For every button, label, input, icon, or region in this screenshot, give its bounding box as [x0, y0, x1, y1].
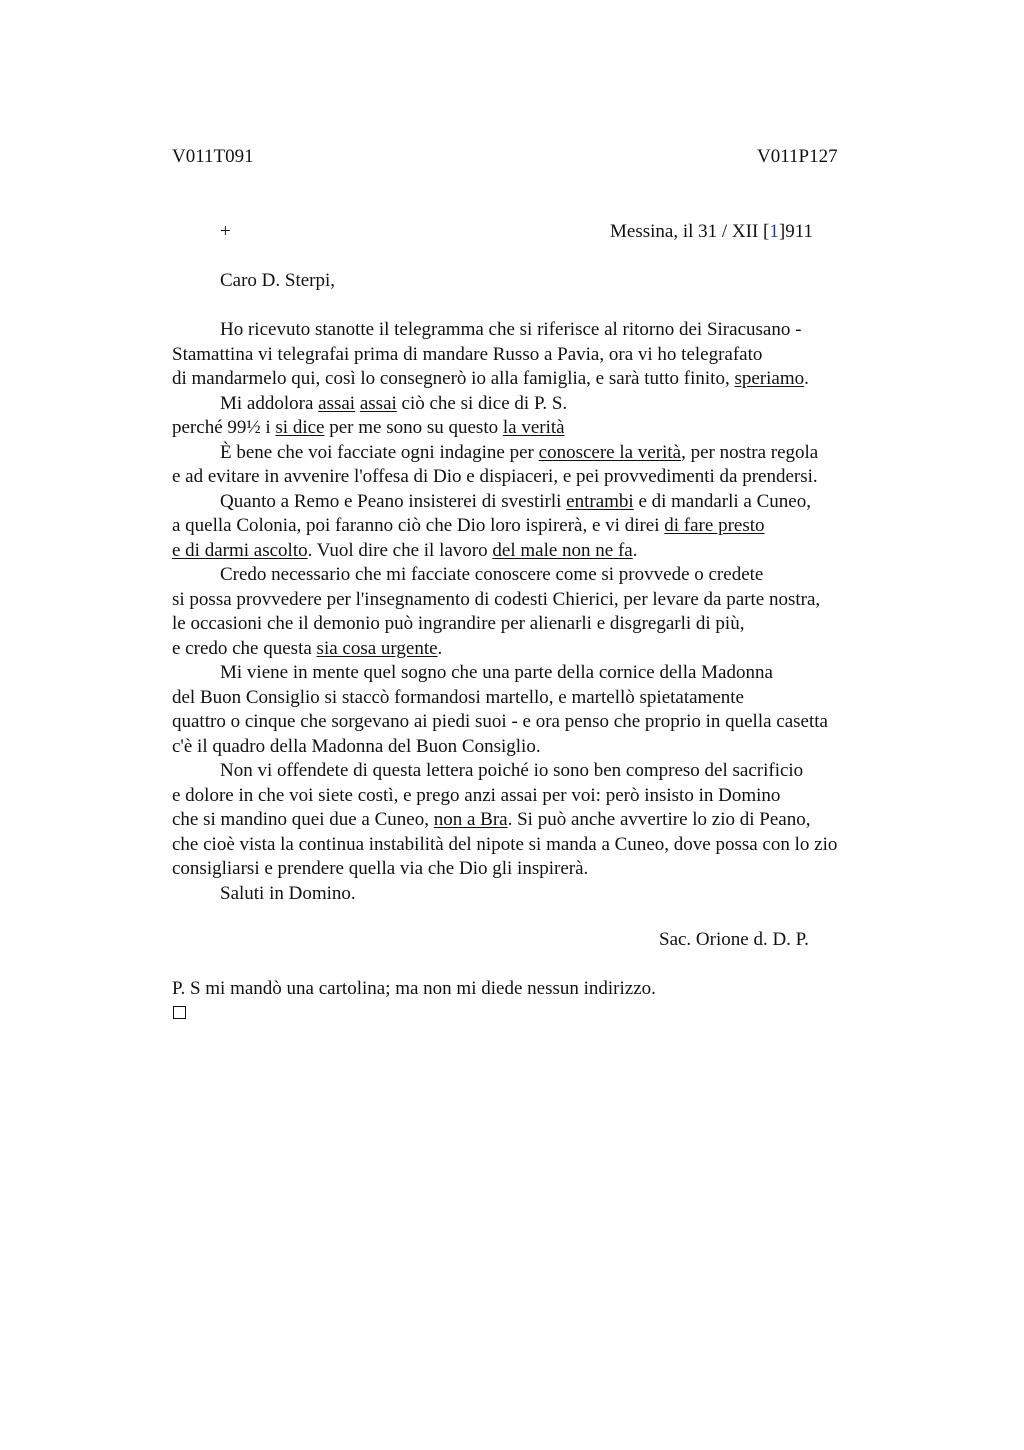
underlined-text: conoscere la verità [538, 441, 682, 463]
letter-line [172, 710, 828, 734]
text-segment: Mi viene in mente quel sogno che una parte della cornice della Madonna [220, 662, 773, 683]
archive-code-right: V011P127 [757, 146, 838, 167]
date-suffix: ]911 [778, 221, 813, 242]
text-segment: per me sono su questo [324, 417, 503, 438]
text-segment: . Si può anche avvertire lo zio di Peano, [507, 809, 811, 830]
underlined-text: sia cosa urgente [316, 637, 438, 659]
letter-line [172, 612, 744, 636]
letter-date [610, 221, 813, 243]
underlined-text: la verità [502, 417, 565, 438]
text-segment: Saluti in Domino. [220, 882, 356, 904]
letter-line [172, 735, 541, 759]
letter-line [220, 882, 356, 906]
text-segment: e credo che questa [172, 637, 317, 659]
text-segment: e di mandarli a Cuneo, [633, 490, 811, 512]
underlined-text: si dice [275, 417, 325, 438]
underlined-text: e di darmi ascolto [172, 539, 308, 561]
text-segment: e ad evitare in avvenire l'offesa di Dio e dispiaceri, e pei provvedimenti da prendersi. [172, 466, 818, 487]
text-segment: . [437, 637, 443, 659]
letter-line [220, 661, 773, 685]
archive-code-left: V011T091 [172, 146, 254, 167]
underlined-text: entrambi [566, 490, 634, 512]
text-segment: perché 99½ i [172, 417, 276, 438]
text-segment: , per nostra regola [681, 441, 819, 463]
text-segment: che cioè vista la continua instabilità del nipote si manda a Cuneo, dove possa con lo zio [172, 833, 838, 855]
text-segment: quattro o cinque che sorgevano ai piedi suoi - e ora penso che proprio in quella casetta [172, 711, 828, 732]
letter-line [220, 441, 818, 465]
text-segment: e dolore in che voi siete costì, e prego anzi assai per voi: però insisto in Domino [172, 784, 781, 806]
text-segment: . Vuol dire che il lavoro [307, 539, 493, 561]
letter-line [220, 392, 567, 416]
text-segment: del Buon Consiglio si staccò formandosi martello, e martellò spietatamente [172, 686, 744, 708]
text-segment: Ho ricevuto stanotte il telegramma che si riferisce al ritorno dei Siracusano - [220, 319, 802, 340]
text-segment: Mi addolora [220, 392, 319, 414]
text-segment: consigliarsi e prendere quella via che Dio gli inspirerà. [172, 858, 589, 879]
text-segment: Non vi offendete di questa lettera poiché io sono ben compreso del sacrificio [220, 760, 804, 781]
letter-line [172, 784, 780, 808]
underlined-text: non a Bra [433, 809, 508, 830]
underlined-text: assai [318, 392, 356, 414]
letter-line [172, 539, 637, 563]
letter-line [172, 367, 809, 391]
text-segment: di mandarmelo qui, così lo consegnerò io alla famiglia, e sarà tutto finito, [172, 368, 735, 389]
text-segment: ciò che si dice di P. S. [396, 392, 568, 414]
text-segment: c'è il quadro della Madonna del Buon Consiglio. [172, 735, 541, 757]
letter-line [172, 465, 818, 489]
letter-line [172, 686, 744, 710]
letter-line [172, 588, 820, 612]
letter-line [220, 759, 803, 783]
underlined-text: assai [359, 392, 397, 414]
letter-line [172, 514, 765, 538]
text-segment: Credo necessario che mi facciate conoscere come si provvede o credete [220, 564, 764, 585]
cross-symbol: + [220, 221, 231, 242]
letter-line [220, 563, 763, 587]
text-segment: . [632, 539, 638, 561]
letter-line [172, 637, 442, 661]
letter-line [220, 490, 811, 514]
letter-line [172, 808, 810, 832]
underlined-text: di fare presto [664, 515, 765, 536]
letter-line [220, 318, 801, 342]
letter-line [172, 343, 762, 367]
underlined-text: del male non ne fa [492, 539, 633, 561]
text-segment: È bene che voi facciate ogni indagine per [220, 441, 539, 463]
text-segment: a quella Colonia, poi faranno ciò che Dio loro ispirerà, e vi direi [172, 515, 665, 536]
salutation: Caro D. Sterpi, [220, 270, 336, 291]
letter-line [172, 833, 837, 857]
text-segment: Quanto a Remo e Peano insisterei di svestirli [220, 490, 567, 512]
signature: Sac. Orione d. D. P. [659, 929, 809, 950]
underlined-text: speriamo [734, 368, 805, 389]
text-segment: Stamattina vi telegrafai prima di mandare Russo a Pavia, ora vi ho telegrafato [172, 343, 763, 365]
postscript: P. S mi mandò una cartolina; ma non mi diede nessun indirizzo. [172, 978, 656, 999]
text-segment: che si mandino quei due a Cuneo, [172, 809, 434, 830]
letter-line [172, 857, 588, 881]
text-segment: le occasioni che il demonio può ingrandire per alienarli e disgregarli di più, [172, 613, 745, 634]
text-segment: . [804, 368, 809, 389]
date-prefix: Messina, il 31 / XII [ [610, 221, 770, 242]
text-segment: si possa provvedere per l'insegnamento di codesti Chierici, per levare da parte nostra, [172, 588, 821, 610]
letter-line [172, 416, 565, 440]
date-bracket-digit: 1 [769, 221, 779, 242]
end-box-symbol [173, 1006, 186, 1019]
